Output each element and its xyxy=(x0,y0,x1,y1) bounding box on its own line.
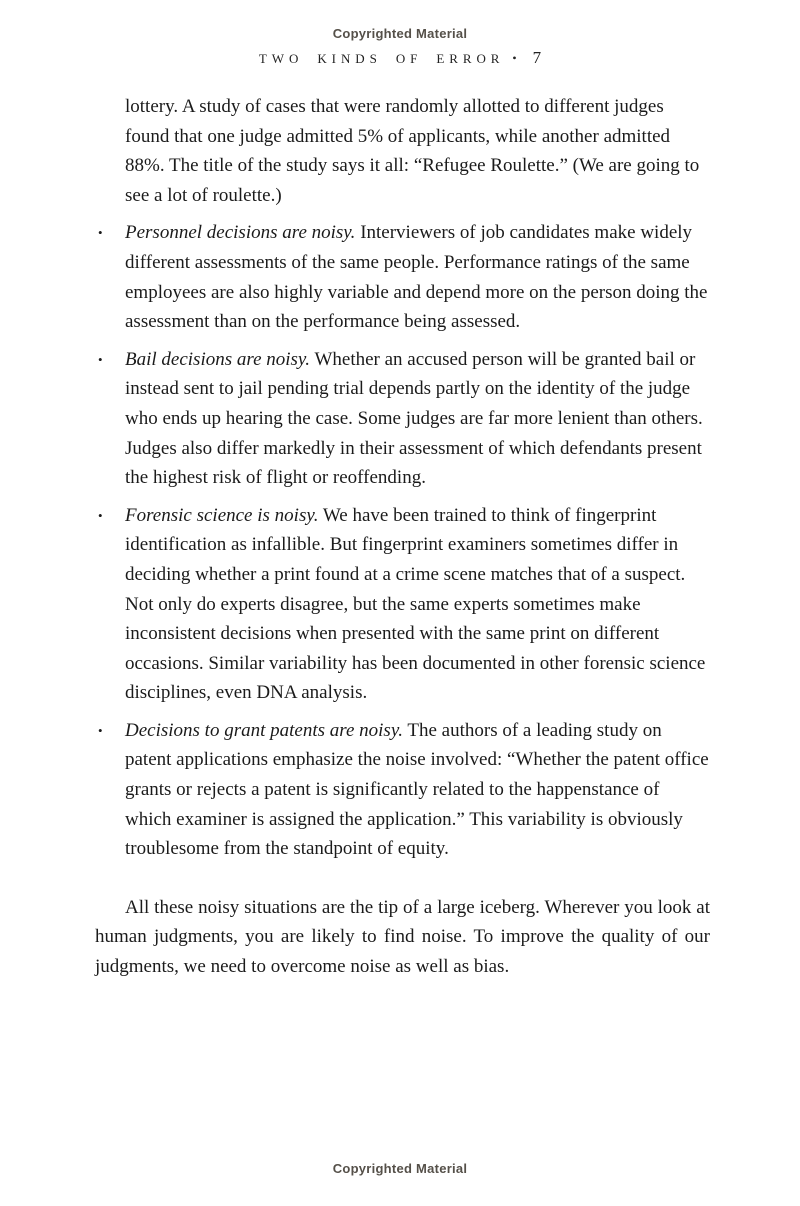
bullet-text: The authors of a leading study on patent applications emphasize the noise involved: “Whether the patent office grants or rejects a patent is significantly related to the happenstance of which examiner is assigned the application.” This variability is obviously troublesome from the standpoint of equity. xyxy=(125,719,709,860)
header-separator-icon: • xyxy=(512,51,517,65)
bullet-icon: • xyxy=(98,225,103,241)
bullet-lead: Decisions to grant patents are noisy. xyxy=(125,719,403,741)
copyright-notice-bottom: Copyrighted Material xyxy=(332,1161,468,1176)
bullet-list xyxy=(95,218,710,863)
bullet-icon: • xyxy=(98,722,103,738)
bullet-text: Interviewers of job candidates make widely different assessments of the same people. Performance ratings of the same employees are also highly variable and depend more on the person doing the assessment than on the performance being assessed. xyxy=(125,222,708,333)
running-title: TWO KINDS OF ERROR xyxy=(258,51,505,66)
list-item xyxy=(98,218,710,336)
bullet-lead: Forensic science is noisy. xyxy=(125,504,319,526)
list-item xyxy=(98,345,710,493)
bullet-text: We have been trained to think of fingerprint identification as infallible. But fingerprint examiners sometimes differ in deciding whether a print found at a crime scene matches that of a suspect. Not only do experts disagree, but the same experts sometimes make inconsistent decisions when presented with the same print on different occasions. Similar variability has been documented in other forensic science disciplines, even DNA analysis. xyxy=(125,504,706,704)
bullet-icon: • xyxy=(98,507,103,523)
bullet-icon: • xyxy=(98,351,103,367)
running-head xyxy=(0,48,800,68)
bullet-text: Whether an accused person will be granted bail or instead sent to jail pending trial depends partly on the identity of the judge who ends up hearing the case. Some judges are far more lenient than others. Judges also differ markedly in their assessment of which defendants present the highest risk of flight or reoffending. xyxy=(125,348,703,489)
opening-paragraph: lottery. A study of cases that were randomly allotted to different judges found that one judge admitted 5% of applicants, while another admitted 88%. The title of the study says it all: “Refugee Roulette.” (We are going to see a lot of roulette.) xyxy=(125,96,700,206)
list-item xyxy=(98,716,710,864)
closing-paragraph: All these noisy situations are the tip of a large iceberg. Wherever you look at human judgments, you are likely to find noise. To improve the quality of our judgments, we need to overcome noise as well as bias. xyxy=(95,896,710,978)
bullet-lead: Personnel decisions are noisy. xyxy=(125,222,356,244)
body-text xyxy=(95,92,710,982)
page-number: 7 xyxy=(532,48,542,67)
copyright-notice-top: Copyrighted Material xyxy=(332,26,468,41)
list-item xyxy=(98,501,710,708)
bullet-lead: Bail decisions are noisy. xyxy=(125,348,311,370)
